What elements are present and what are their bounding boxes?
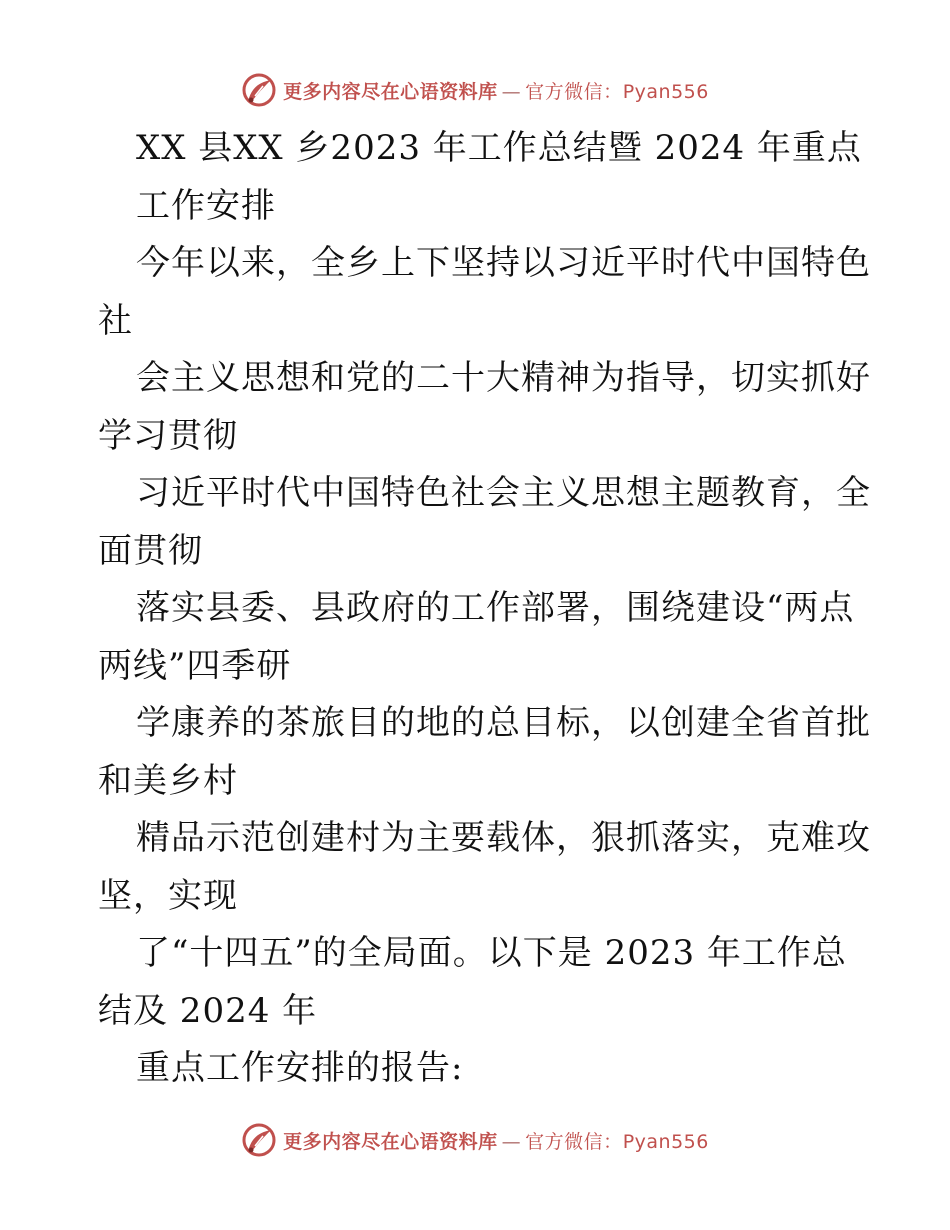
paragraph [98,235,871,1098]
paragraph-line: 两线”四季研 [98,645,292,686]
paragraph-line: 精品示范创建村为主要载体，狠抓落实，克难攻 [136,818,871,858]
paragraph-line: 重点工作安排的报告: [136,1048,464,1088]
banner-official-label: 官方微信： [525,80,623,103]
paragraph-line: 坚，实现 [98,875,238,916]
header-banner [0,70,950,110]
banner-text [283,77,709,104]
paragraph-line: 学康养的茶旅目的地的总目标，以创建全省首批 [136,703,871,743]
paragraph-line: 落实县委、县政府的工作部署，围绕建设“两点 [136,588,855,628]
paragraph-line: 面贯彻 [98,530,203,571]
paragraph-line: 和美乡村 [98,760,238,801]
paragraph-line: 今年以来，全乡上下坚持以习近平时代中国特色 [136,243,871,283]
document-title-line-2: 工作安排 [136,185,276,226]
banner-dash: — [501,80,522,103]
banner-dash: — [501,1130,522,1153]
document-title-line-1: XX 县XX 乡2023 年工作总结暨 2024 年重点 [136,128,862,168]
footer-banner [0,1120,950,1160]
banner-text [283,1127,709,1154]
paragraph-line: 了“十四五”的全局面。以下是 2023 年工作总 [136,933,847,973]
paragraph-line: 社 [98,300,133,341]
banner-wechat-id: Pyan556 [622,80,709,103]
document-body [98,120,871,1098]
logo-icon [241,72,277,108]
banner-site-name: 更多内容尽在心语资料库 [283,1130,498,1153]
logo-icon [241,1122,277,1158]
paragraph-line: 学习贯彻 [98,415,238,456]
paragraph-line: 会主义思想和党的二十大精神为指导，切实抓好 [136,358,871,398]
banner-site-name: 更多内容尽在心语资料库 [283,80,498,103]
paragraph-line: 习近平时代中国特色社会主义思想主题教育，全 [136,473,871,513]
paragraph-line: 结及 2024 年 [98,990,318,1031]
banner-wechat-id: Pyan556 [622,1130,709,1153]
banner-official-label: 官方微信： [525,1130,623,1153]
